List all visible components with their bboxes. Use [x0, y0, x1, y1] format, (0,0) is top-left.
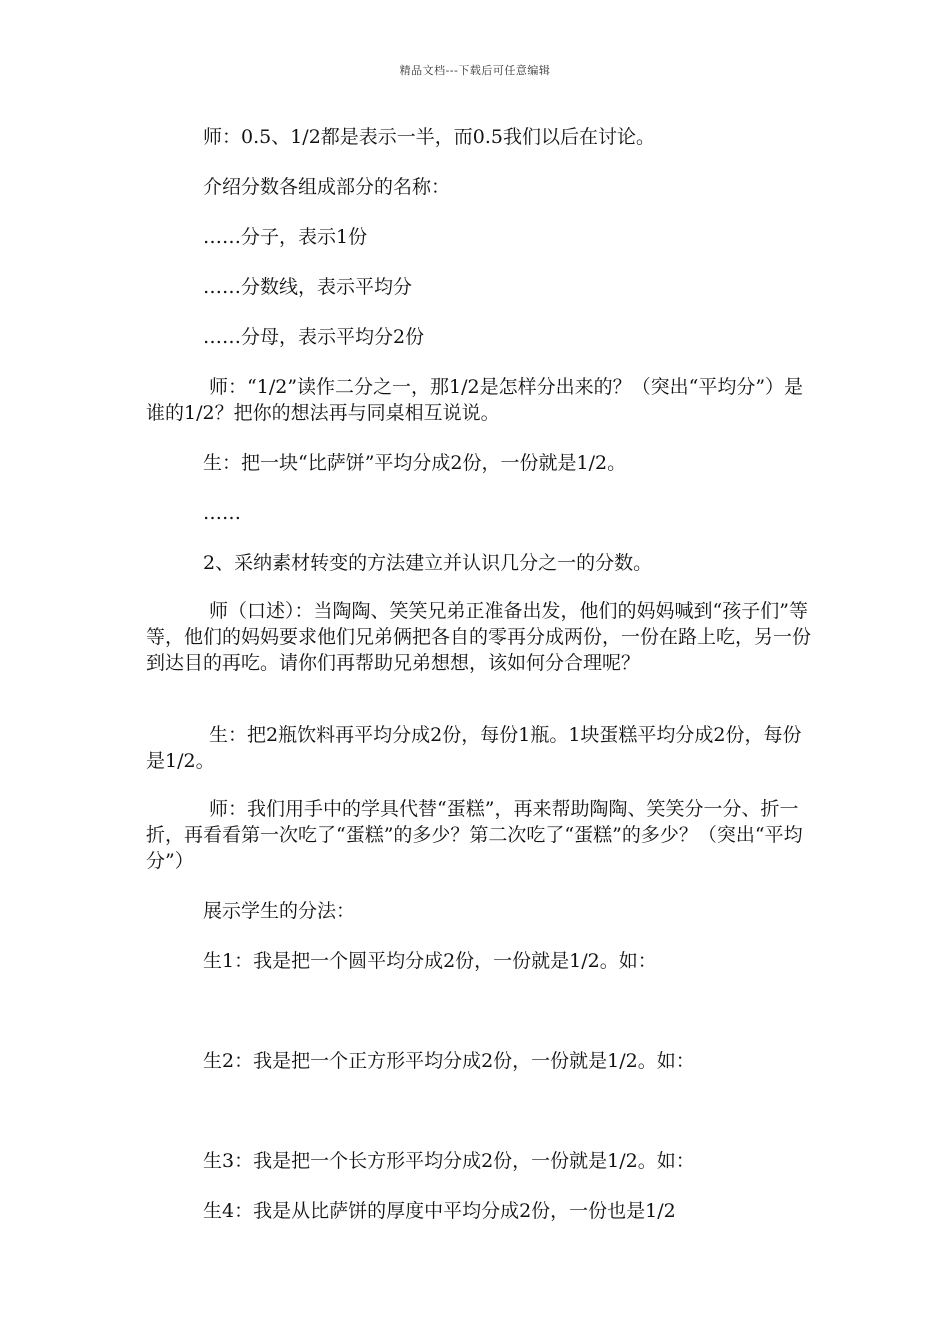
- paragraph-11: 生：把2瓶饮料再平均分成2份，每份1瓶。1块蛋糕平均分成2份，每份是1/2。: [146, 724, 802, 772]
- paragraph-3: ……分子，表示1份: [203, 226, 368, 248]
- paragraph-14: 生1：我是把一个圆平均分成2份，一份就是1/2。如：: [203, 950, 657, 972]
- paragraph-12: 师：我们用手中的学具代替“蛋糕”，再来帮助陶陶、笑笑分一分、折一折，再看看第一次吃了“蛋糕”的多少？第二次吃了“蛋糕”的多少？（突出“平均分”）: [146, 798, 803, 872]
- paragraph-7: 生：把一块“比萨饼”平均分成2份，一份就是1/2。: [203, 452, 627, 474]
- paragraph-15: 生2：我是把一个正方形平均分成2份，一份就是1/2。如：: [203, 1050, 695, 1072]
- paragraph-16: 生3：我是把一个长方形平均分成2份，一份就是1/2。如：: [203, 1150, 695, 1172]
- paragraph-17: 生4：我是从比萨饼的厚度中平均分成2份，一份也是1/2: [203, 1200, 676, 1222]
- paragraph-6: 师：“1/2”读作二分之一，那1/2是怎样分出来的？（突出“平均分”）是谁的1/2？把你的想法再与同桌相互说说。: [146, 376, 804, 424]
- page-header: 精品文档---下载后可任意编辑: [399, 64, 551, 77]
- paragraph-4: ……分数线，表示平均分: [203, 276, 413, 298]
- paragraph-5: ……分母，表示平均分2份: [203, 326, 425, 348]
- paragraph-1: 师：0.5、1/2都是表示一半，而0.5我们以后在讨论。: [203, 126, 656, 148]
- paragraph-2: 介绍分数各组成部分的名称：: [203, 176, 451, 198]
- paragraph-8: ……: [203, 502, 241, 524]
- paragraph-10: 师（口述）：当陶陶、笑笑兄弟正准备出发，他们的妈妈喊到“孩子们”等等，他们的妈妈要求他们兄弟俩把各自的零再分成两份，一份在路上吃，另一份到达目的再吃。请你们再帮助兄弟想想，该如何分合理呢？: [146, 600, 812, 674]
- paragraph-9: 2、采纳素材转变的方法建立并认识几分之一的分数。: [203, 552, 653, 574]
- paragraph-13: 展示学生的分法：: [203, 900, 356, 922]
